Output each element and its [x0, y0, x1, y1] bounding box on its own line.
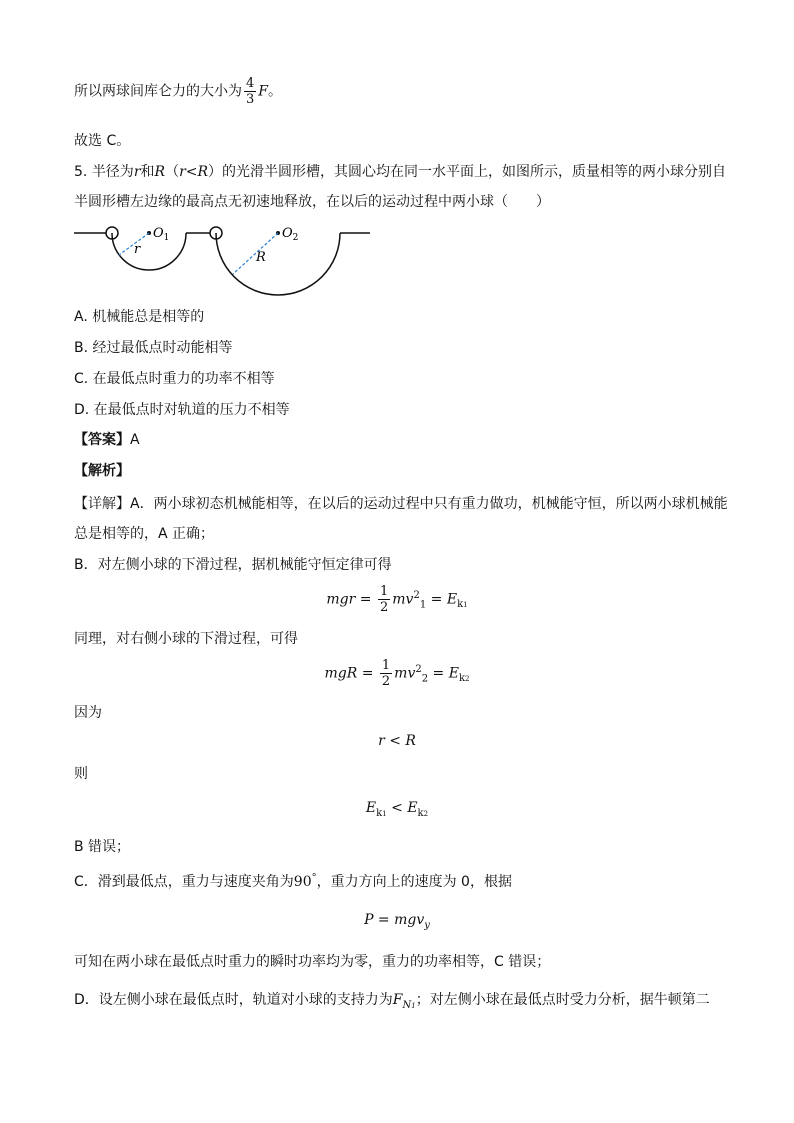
eq1-vsub: 1 — [419, 599, 427, 611]
equation-power: P = mgv$_y$ — [364, 912, 430, 931]
eq2-E: E — [448, 665, 459, 682]
ineq2-sub2-2: 2 — [423, 809, 429, 818]
detail-c-line — [74, 872, 512, 892]
ineq2-E2: E — [407, 800, 418, 816]
eq2-den: 2 — [381, 674, 391, 689]
eq2-sup: 2 — [415, 663, 422, 675]
q-condition: r<R — [179, 164, 209, 180]
eq1-num: 1 — [379, 584, 389, 599]
eq1-half — [378, 584, 390, 615]
eq1-mv: mv — [392, 591, 414, 608]
eq2-Esub — [459, 673, 470, 684]
eq3-rhs: mgv — [394, 912, 425, 928]
question-5-line2: 半圆形槽左边缘的最高点无初速地释放，在以后的运动过程中两小球（ ） — [74, 194, 550, 210]
because-line: 因为 — [74, 705, 102, 721]
o2-label: $O_2$ — [282, 226, 299, 243]
ineq2-sub1-k: k — [376, 807, 383, 819]
q-symbol-r: r — [133, 164, 141, 180]
q-text-d: ）的光滑半圆形槽，其圆心均在同一水平面上，如图所示，质量相等的两小球分别自 — [208, 164, 727, 180]
c-text-a: C．滑到最低点，重力与速度夹角为 — [74, 874, 294, 890]
inequality-r-R: r < R — [378, 733, 416, 749]
d-text-a: D．设左侧小球在最低点时，轨道对小球的支持力为 — [74, 992, 393, 1008]
eq1-sup: 2 — [413, 589, 420, 601]
detail-a-line1: 【详解】A．两小球初态机械能相等，在以后的运动过程中只有重力做功，机械能守恒，所以两小球机械能 — [74, 496, 728, 512]
eq3-sub: y — [424, 919, 430, 931]
detail-a-line2: 总是相等的，A 正确； — [74, 526, 215, 542]
conclusion-text: 所以两球间库仑力的大小为 — [74, 83, 242, 100]
eq2-num: 1 — [381, 658, 391, 673]
d-F: F — [392, 992, 403, 1008]
option-c: C. 在最低点时重力的功率不相等 — [74, 371, 275, 387]
fraction-denominator: 3 — [246, 92, 255, 107]
force-symbol: F — [258, 83, 268, 100]
answer-value: A — [130, 432, 140, 448]
detail-b-line: B．对左侧小球的下滑过程，据机械能守恒定律可得 — [74, 557, 392, 573]
eq2-half — [380, 658, 392, 689]
q-symbol-R: R — [154, 164, 166, 180]
ineq2-E1: E — [365, 800, 377, 816]
eq1-Esub-k: k — [457, 599, 464, 611]
eq2-Esub-k: k — [458, 673, 466, 685]
ineq2-sub1 — [376, 808, 387, 819]
q-text-b: 和 — [140, 164, 155, 180]
c-text-b: ，重力方向上的速度为 0，根据 — [316, 874, 512, 890]
eq1-Esub — [457, 599, 468, 610]
large-groove — [216, 233, 340, 295]
then-line: 则 — [74, 766, 88, 782]
equation-2: mgR = $\frac{1}{2}$ $mv^2_2 = E_{k2}$ — [324, 658, 470, 689]
o1-label: $O_1$ — [153, 226, 170, 243]
R-label: R — [256, 250, 266, 265]
semicircle-grooves-figure — [70, 222, 380, 302]
q-text-a: 半径为 — [91, 164, 134, 180]
analysis-label: 【解析】 — [74, 463, 130, 479]
q-text-c: （ — [165, 164, 180, 180]
eq2-mv: mv — [394, 665, 416, 682]
ineq2-sub2 — [418, 808, 429, 819]
equation-1: mgr = $\frac{1}{2}$ $mv^2_1 = E_{k1}$ — [326, 584, 468, 615]
c-angle: 90 — [293, 874, 312, 890]
ineq2-sub1-1: 1 — [382, 809, 387, 818]
r-label: r — [134, 242, 141, 257]
eq2-vsub: 2 — [421, 673, 429, 685]
fraction-numerator: 4 — [246, 76, 255, 91]
question-5-line1 — [74, 162, 726, 182]
eq2-Esub-2: 2 — [465, 675, 470, 684]
option-a: A. 机械能总是相等的 — [74, 309, 205, 325]
option-b: B. 经过最低点时动能相等 — [74, 340, 233, 356]
option-d: D. 在最低点时对轨道的压力不相等 — [74, 402, 290, 418]
same-line: 同理，对右侧小球的下滑过程，可得 — [74, 631, 298, 647]
d-Fsub — [403, 1000, 416, 1011]
choice-line: 故选 C。 — [74, 133, 131, 149]
detail-d-line — [74, 990, 710, 1010]
c-conclusion: 可知在两小球在最低点时重力的瞬时功率均为零，重力的功率相等，C 错误； — [74, 954, 551, 970]
answer-line — [74, 430, 140, 450]
ineq2-sub2-k: k — [417, 807, 424, 819]
fraction-4-3 — [244, 76, 256, 107]
eq1-left: mgr — [326, 591, 356, 608]
question-number: 5. — [74, 164, 88, 180]
inequality-energy: $E_{k1} < E_{k2}$ — [365, 800, 429, 819]
d-text-b: ；对左侧小球在最低点时受力分析，据牛顿第二 — [415, 992, 710, 1008]
eq1-E: E — [446, 591, 458, 608]
conclusion-line — [74, 76, 282, 107]
c-degree: ° — [311, 872, 317, 884]
b-wrong-line: B 错误； — [74, 839, 131, 855]
eq1-Esub-1: 1 — [463, 601, 468, 610]
answer-label: 【答案】 — [74, 432, 130, 448]
eq1-den: 2 — [379, 600, 389, 615]
period: 。 — [268, 83, 282, 100]
d-Fsub-1: 1 — [411, 1001, 416, 1010]
eq3-P: P — [364, 912, 374, 928]
d-Fsub-N: N — [402, 999, 412, 1011]
eq2-left: mgR — [324, 665, 358, 682]
